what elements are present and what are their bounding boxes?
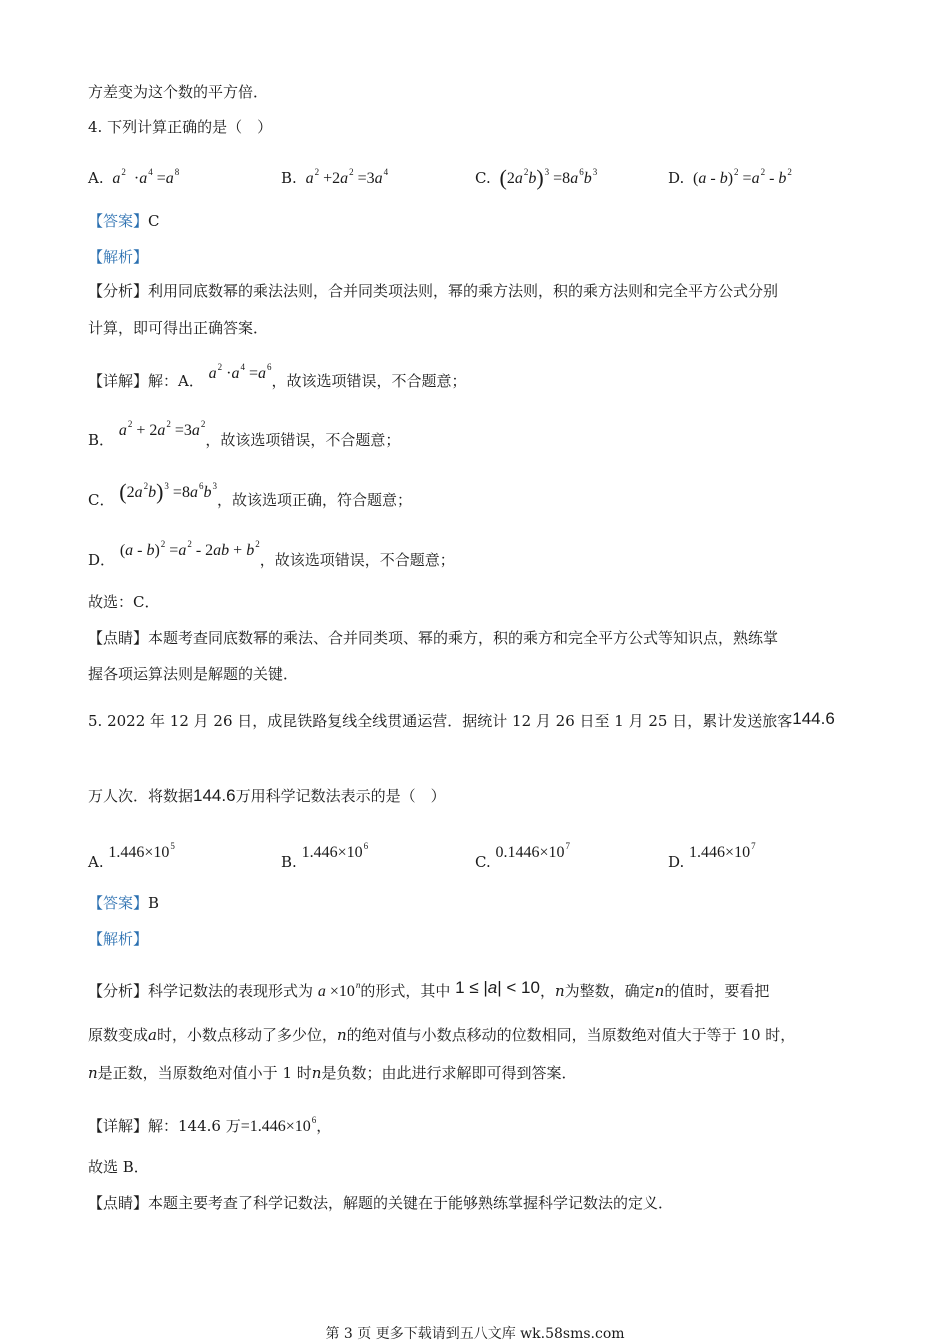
q5-guxuan: 故选 B． [88, 1158, 149, 1176]
fenxi-tag: 【分析】 [88, 982, 149, 1000]
q4-xiangjie-c-formula: $(2a^2b)^3 =8a^6b^3$ [119, 479, 217, 504]
prev-question-tail: 方差变为这个数的平方倍． [88, 83, 269, 101]
q4-xiangjie-b-formula: $a^2 + 2a^2 =3a^2$ [118, 419, 206, 439]
jiexi-tag: 【解析】 [88, 248, 149, 266]
q5-answer [88, 893, 159, 913]
q4-fenxi-line-1: 【分析】利用同底数幂的乘法法则，合并同类项法则，幂的乘方法则，积的乘方法则和完全平方公式分别 [88, 282, 779, 300]
q4-xiangjie-a: 【详解】解：A． $a^2 \cdot a^4 =a^6$，故该选项错误，不合题意； [88, 362, 467, 390]
q4-option-d: D. $(a - b)^2 =a^2 - b^2$ [668, 167, 792, 187]
q5-option-c-formula: $0.1446\times 10^7$ [495, 841, 571, 861]
q4-xiangjie-d-formula: $(a - b)^2 =a^2 - 2ab + b^2$ [119, 539, 260, 559]
q4-jiexi [88, 247, 148, 267]
q4-xiangjie-b: B． $a^2 + 2a^2 =3a^2$，故该选项错误，不合题意； [88, 419, 401, 449]
jiexi-tag: 【解析】 [88, 930, 149, 948]
q5-dianjing: 【点睛】本题主要考查了科学记数法，解题的关键在于能够熟练掌握科学记数法的定义． [88, 1194, 674, 1212]
q4-option-b-formula: $a^2 +2a^2 =3a^4$ [305, 167, 389, 187]
answer-value: C [148, 212, 160, 230]
q4-option-c-formula: $(2a^2b)^3 =8a^6b^3$ [499, 165, 598, 190]
answer-tag: 【答案】 [88, 894, 149, 912]
q5-fenxi-line-2: 原数变成a时，小数点移动了多少位，n的绝对值与小数点移动的位数相同，当原数绝对值大于等于 10 时， [88, 1026, 796, 1044]
q5-option-b-formula: $1.446\times 10^6$ [301, 841, 369, 861]
q5-number-inline: 144.6 [193, 786, 236, 805]
q4-xiangjie-c: C． $(2a^2b)^3 =8a^6b^3$，故该选项正确，符合题意； [88, 479, 412, 509]
xiangjie-tag: 【详解】 [88, 372, 149, 390]
q5-stem-line-2: 万人次．将数据144.6万用科学记数法表示的是（ ） [88, 786, 446, 805]
q5-option-d-formula: $1.446\times 10^7$ [689, 841, 756, 861]
q4-option-a: A. $a^2 \cdot a^4 =a^8$ [88, 167, 180, 187]
q5-option-d: D. $1.446\times 10^7$ [668, 841, 756, 871]
fenxi-tag: 【分析】 [88, 282, 149, 300]
q4-option-a-formula: $a^2 \cdot a^4 =a^8$ [112, 167, 180, 187]
q4-guxuan: 故选：C． [88, 593, 160, 611]
q5-number: 144.6 [792, 709, 835, 728]
q5-abs-inequality: 1 ≤ |a| < 10 [455, 978, 540, 997]
q4-answer [88, 211, 160, 231]
q4-xiangjie-a-formula: $a^2 \cdot a^4 =a^6$ [208, 362, 272, 382]
q5-xiangjie: 【详解】解：144.6 万$=1.446\times 10^6$， [88, 1115, 332, 1135]
q4-dianjing-line-1: 【点睛】本题考查同底数幂的乘法、合并同类项、幂的乘方，积的乘方和完全平方公式等知识点，熟练掌 [88, 629, 779, 647]
dianjing-tag: 【点睛】 [88, 629, 149, 647]
q5-fenxi-formula: $a \times 10^n$ [317, 980, 361, 1000]
q5-option-b: B. $1.446\times 10^6$ [281, 841, 369, 871]
q4-dianjing-line-2: 握各项运算法则是解题的关键． [88, 665, 299, 683]
answer-value: B [148, 894, 160, 912]
page-footer: 第 3 页 更多下载请到五八文库 wk.58sms.com [325, 1326, 625, 1342]
answer-tag: 【答案】 [88, 212, 149, 230]
q5-option-a-formula: $1.446\times 10^5$ [108, 841, 175, 861]
q5-fenxi-line-1: 【分析】科学记数法的表现形式为 $a \times 10^n$的形式，其中 1 ≤ |a| < 10，n为整数，确定n的值时，要看把 [88, 978, 770, 1000]
q4-option-c: C. $(2a^2b)^3 =8a^6b^3$ [475, 165, 598, 190]
q5-xiangjie-formula: $=1.446\times 10^6$ [240, 1115, 317, 1135]
q5-option-c: C. $0.1446\times 10^7$ [475, 841, 571, 871]
dianjing-tag: 【点睛】 [88, 1194, 149, 1212]
q4-stem: 4. 下列计算正确的是（ ） [88, 118, 273, 136]
q5-stem-line-1: 5. 2022 年 12 月 26 日，成昆铁路复线全线贯通运营．据统计 12 月 26 日至 1 月 25 日，累计发送旅客144.6 [88, 709, 835, 730]
q5-fenxi-line-3: n是正数，当原数绝对值小于 1 时n是负数；由此进行求解即可得到答案． [88, 1064, 577, 1082]
q5-option-a: A. $1.446\times 10^5$ [88, 841, 175, 871]
q4-xiangjie-d: D． $(a - b)^2 =a^2 - 2ab + b^2$，故该选项错误，不合题意； [88, 539, 455, 569]
q4-fenxi-line-2: 计算，即可得出正确答案． [88, 319, 269, 337]
q4-option-d-formula: $(a - b)^2 =a^2 - b^2$ [689, 167, 792, 187]
q5-jiexi [88, 929, 148, 949]
xiangjie-tag: 【详解】 [88, 1117, 149, 1135]
q4-option-b: B. $a^2 +2a^2 =3a^4$ [281, 167, 389, 187]
